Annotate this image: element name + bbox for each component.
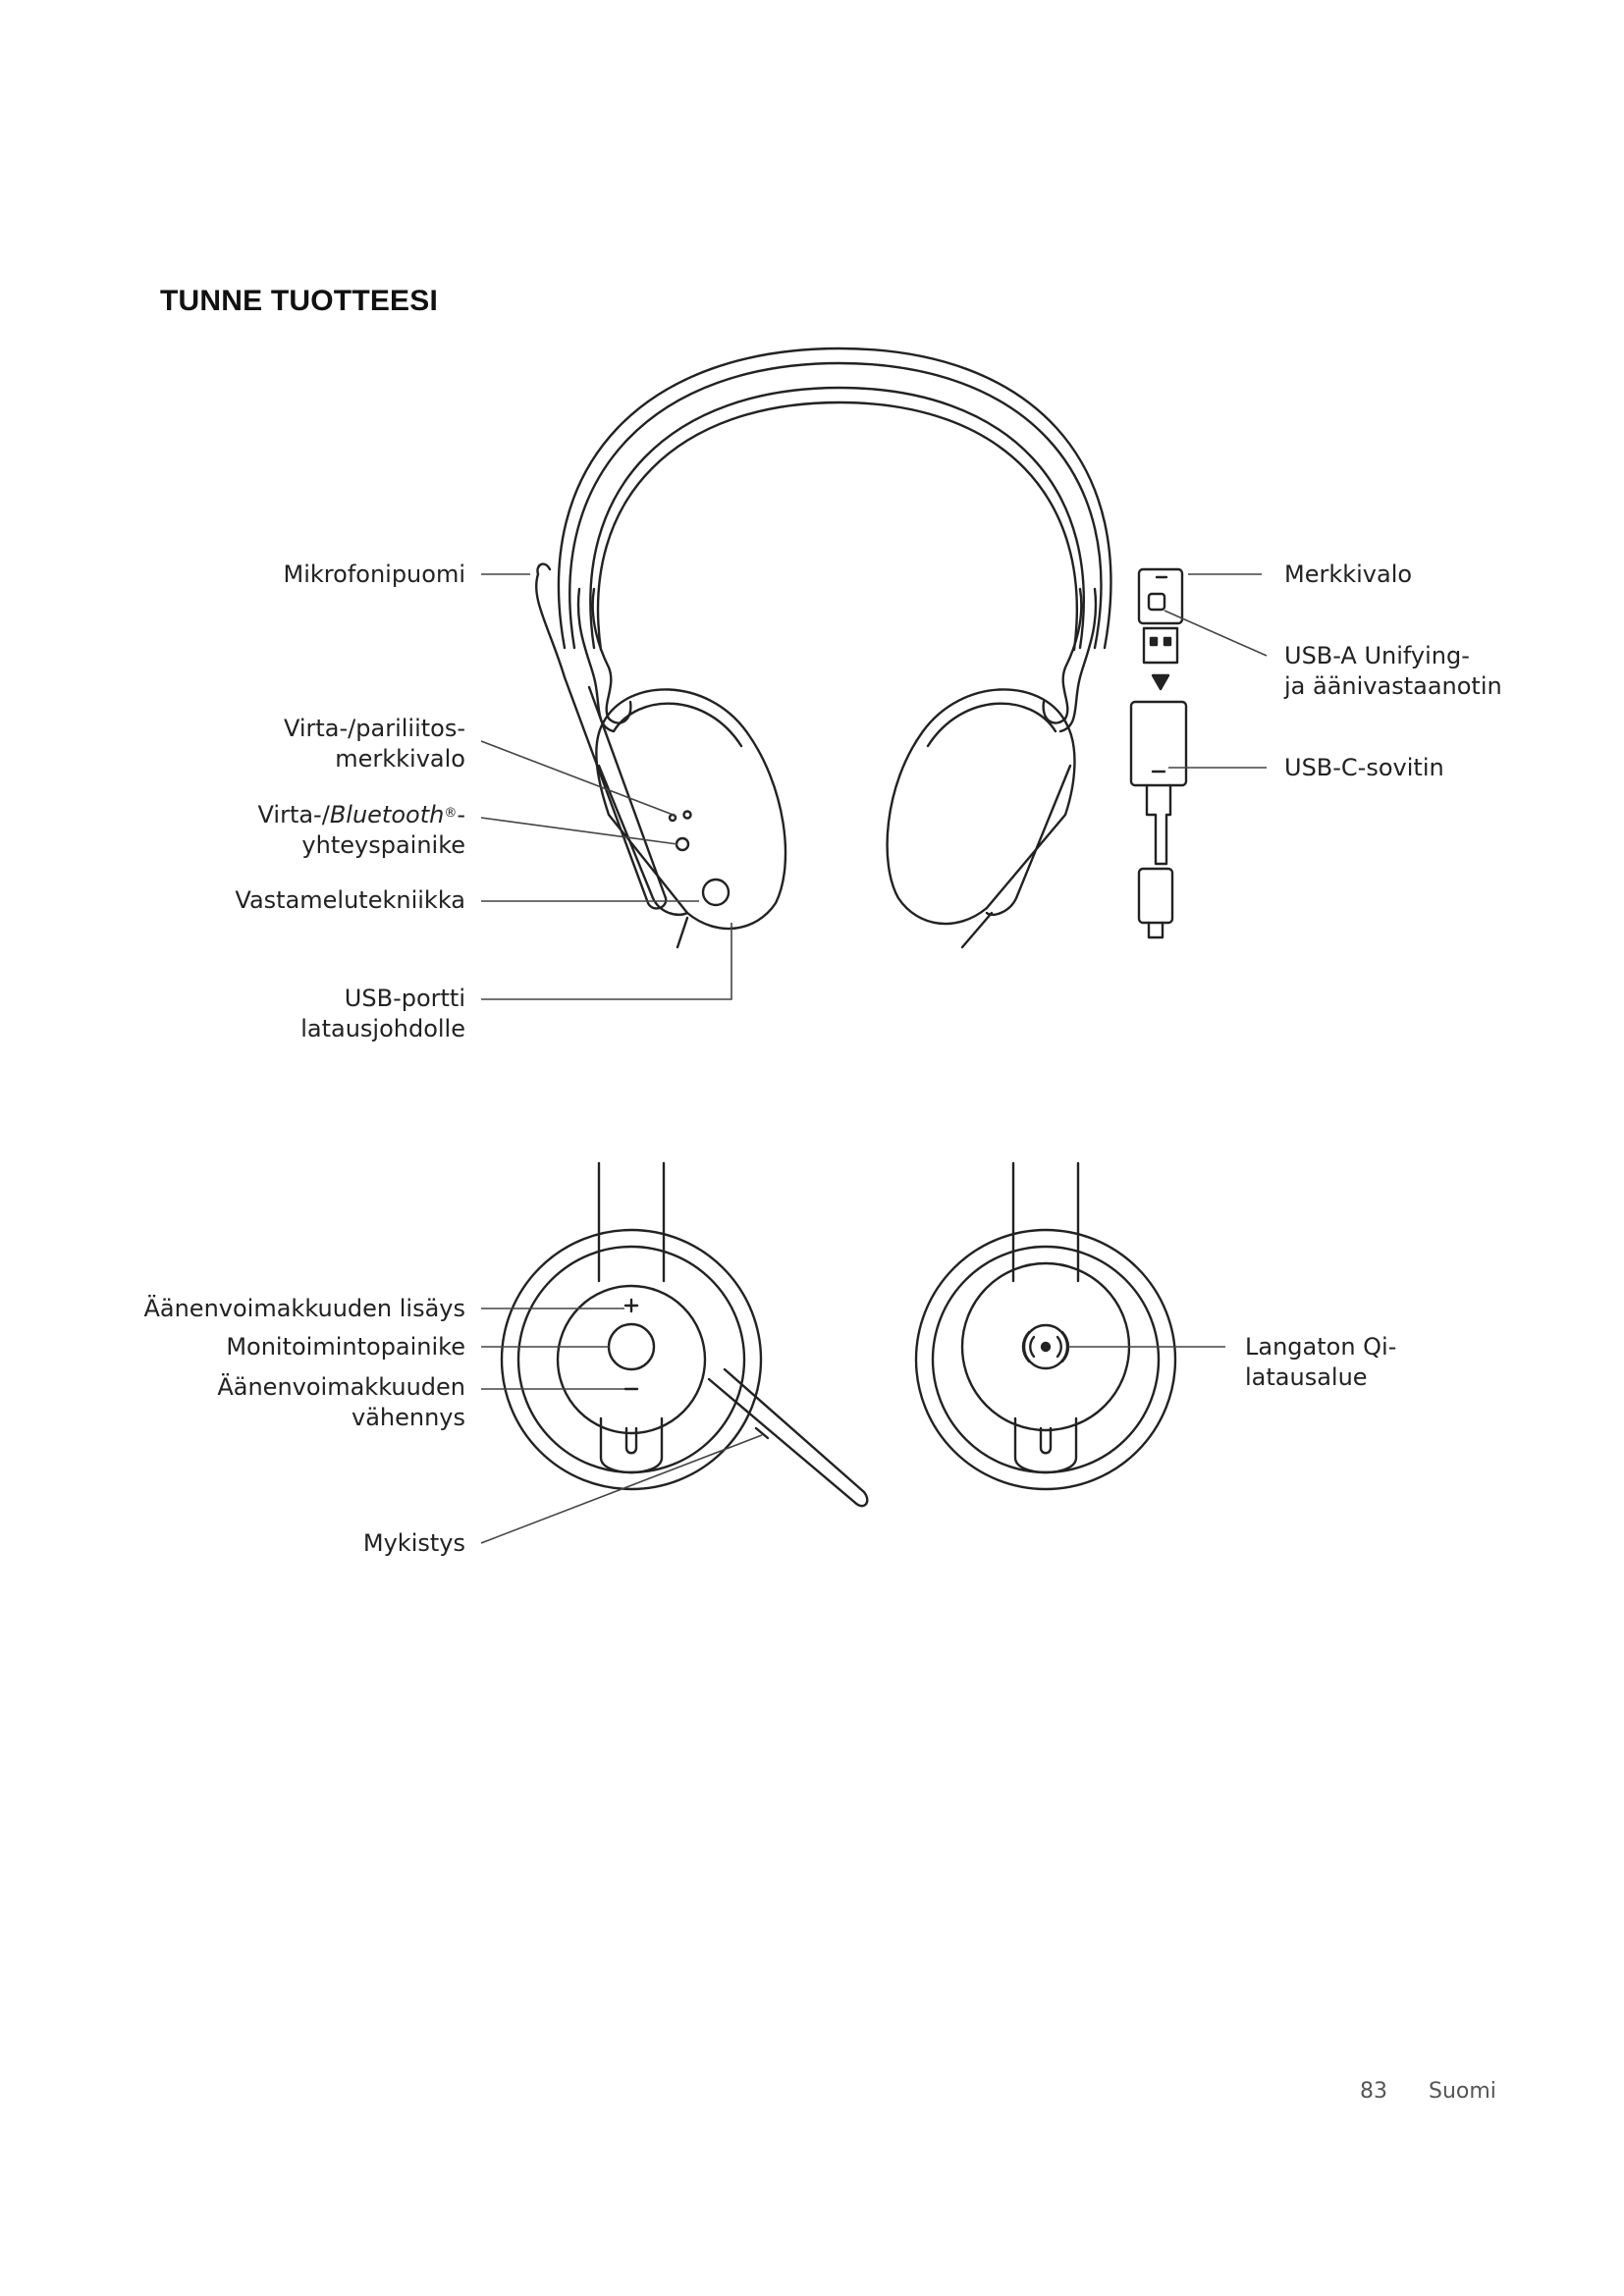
- label-mic-boom: Mikrofonipuomi: [283, 561, 465, 588]
- label-status-light: Merkkivalo: [1284, 561, 1413, 588]
- leader-lines: [481, 574, 1267, 1543]
- right-earcup-side-shape: [916, 1163, 1175, 1489]
- label-power-bluetooth-button: Virta-/Bluetooth®- yhteyspainike: [257, 801, 465, 859]
- page-number: 83: [1360, 2079, 1387, 2104]
- headband-shape: [559, 348, 1110, 731]
- label-volume-up: Äänenvoimakkuuden lisäys: [143, 1295, 465, 1322]
- left-earcup-shape: [536, 564, 785, 947]
- footer-language: Suomi: [1429, 2079, 1496, 2104]
- label-usb-port: USB-portti latausjohdolle: [300, 985, 465, 1042]
- label-usb-receiver: USB-A Unifying- ja äänivastaanotin: [1284, 642, 1502, 700]
- usb-receiver-shape: [1131, 569, 1186, 937]
- label-mute: Mykistys: [362, 1529, 465, 1557]
- label-anc: Vastamelutekniikka: [235, 886, 465, 914]
- right-earcup-shape: [888, 689, 1075, 947]
- label-qi-charging: Langaton Qi- latausalue: [1245, 1333, 1397, 1391]
- label-power-pairing-led: Virta-/pariliitos- merkkivalo: [283, 715, 465, 773]
- label-volume-down: Äänenvoimakkuuden vähennys: [217, 1373, 465, 1431]
- page-title: TUNNE TUOTTEESI: [160, 285, 439, 317]
- left-earcup-side-shape: [502, 1163, 867, 1506]
- label-multifunction-button: Monitoimintopainike: [226, 1333, 465, 1361]
- label-usb-c-adapter: USB-C-sovitin: [1284, 754, 1444, 781]
